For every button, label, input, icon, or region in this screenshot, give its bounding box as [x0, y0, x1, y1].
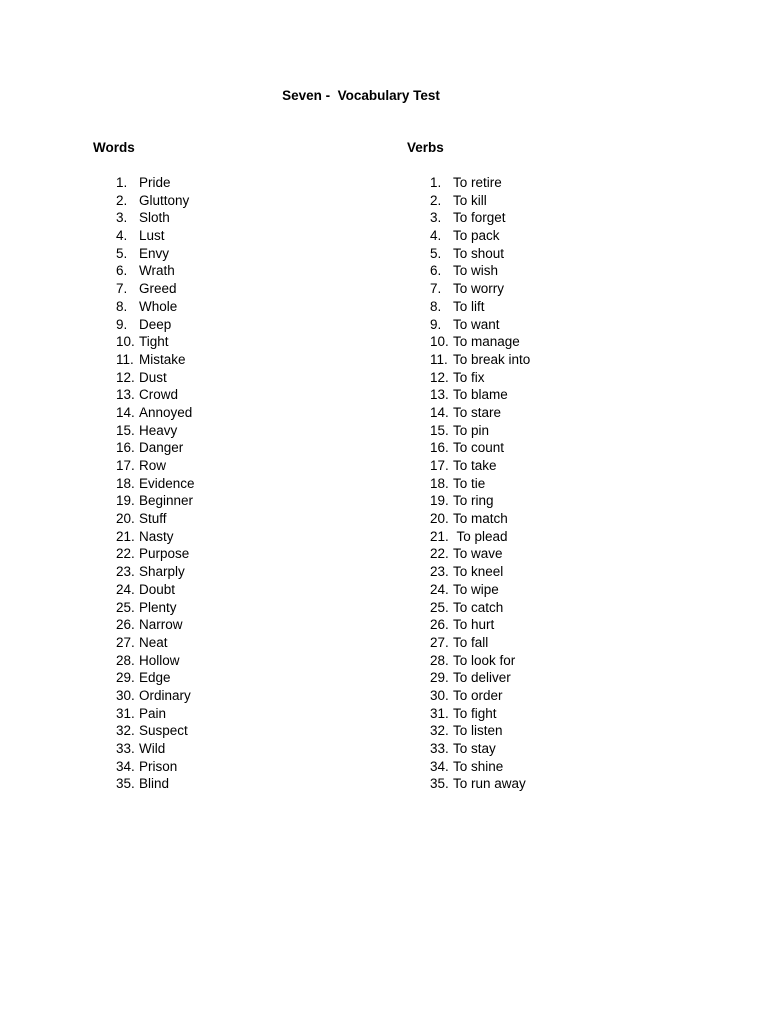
word-item-number: 10. [116, 334, 135, 350]
verb-item [430, 775, 530, 793]
word-item-text: Sharply [139, 564, 185, 580]
word-item [116, 316, 195, 334]
verb-item [430, 439, 530, 457]
word-item-number: 29. [116, 670, 135, 686]
word-item [116, 227, 195, 245]
verb-item-text: To listen [453, 723, 503, 739]
word-item-text: Evidence [139, 475, 195, 491]
word-item [116, 528, 195, 546]
word-item [116, 475, 195, 493]
verb-item [430, 192, 530, 210]
verb-item-text: To tie [453, 475, 486, 491]
word-item-text: Prison [139, 758, 178, 774]
verbs-heading: Verbs [407, 140, 444, 155]
word-item-number: 12. [116, 369, 135, 385]
word-item-text: Beginner [139, 493, 194, 509]
verb-item [430, 528, 530, 546]
verb-item-number: 8. [430, 298, 442, 314]
word-item [116, 174, 195, 192]
verb-item-text: To lift [453, 298, 485, 314]
word-item-number: 15. [116, 422, 135, 438]
word-item-number: 14. [116, 404, 135, 420]
word-item-number: 33. [116, 741, 135, 756]
word-item-text: Crowd [139, 387, 179, 403]
word-item-text: Envy [139, 245, 170, 261]
word-item [116, 616, 195, 634]
verb-item-text: To fall [453, 634, 489, 650]
verb-item-number: 9. [430, 316, 442, 332]
verb-item-number: 24. [430, 581, 449, 597]
word-item [116, 510, 195, 528]
word-item-text: Stuff [139, 511, 167, 527]
verb-item [430, 545, 530, 563]
verb-item [430, 333, 530, 351]
verb-item-text: To deliver [453, 670, 511, 686]
word-item-number: 7. [116, 281, 128, 297]
verb-item-text: To hurt [453, 617, 495, 633]
verb-item [430, 227, 530, 245]
word-item-number: 32. [116, 723, 135, 739]
word-item-number: 6. [116, 263, 128, 279]
word-item [116, 192, 195, 210]
word-item-number: 16. [116, 440, 135, 456]
verb-item [430, 174, 530, 192]
verb-item-number: 29. [430, 670, 449, 686]
word-item-text: Tight [139, 334, 169, 350]
word-item-text: Suspect [139, 723, 188, 739]
word-item-number: 22. [116, 546, 135, 562]
word-item [116, 369, 195, 387]
verb-item [430, 758, 530, 776]
word-item-number: 5. [116, 245, 128, 261]
verb-item-text: To blame [453, 387, 508, 403]
words-heading: Words [93, 140, 135, 155]
verb-item-text: To pin [453, 422, 490, 438]
verb-item-text: To order [453, 687, 503, 703]
verb-item-number: 3. [430, 210, 442, 226]
word-item [116, 298, 195, 316]
verb-item-number: 22. [430, 546, 449, 562]
verb-item-text: To worry [453, 281, 505, 297]
verb-item-number: 17. [430, 458, 449, 473]
verb-item-number: 20. [430, 511, 449, 527]
word-item [116, 563, 195, 581]
verb-item-text: To kill [453, 192, 487, 208]
verb-item-number: 31. [430, 705, 449, 721]
word-item-text: Narrow [139, 617, 183, 633]
word-item [116, 262, 195, 280]
word-item-number: 1. [116, 175, 128, 190]
verb-item [430, 404, 530, 422]
verbs-list [430, 174, 530, 793]
word-item-text: Wrath [139, 263, 175, 279]
word-item [116, 634, 195, 652]
verb-item-number: 25. [430, 599, 449, 615]
verb-item-text: To kneel [453, 564, 504, 580]
word-item-number: 25. [116, 599, 135, 615]
word-item-text: Gluttony [139, 192, 190, 208]
verb-item-number: 16. [430, 440, 449, 456]
word-item-number: 23. [116, 564, 135, 580]
word-item-number: 35. [116, 776, 135, 792]
word-item [116, 740, 195, 758]
word-item-text: Sloth [139, 210, 170, 226]
verb-item-number: 30. [430, 687, 449, 703]
word-item-text: Edge [139, 670, 171, 686]
word-item [116, 492, 195, 510]
word-item [116, 705, 195, 723]
word-item-number: 4. [116, 228, 128, 244]
word-item-number: 18. [116, 475, 135, 491]
verb-item [430, 351, 530, 369]
word-item-text: Deep [139, 316, 172, 332]
word-item-text: Whole [139, 298, 178, 314]
verb-item-text: To wipe [453, 581, 499, 597]
verb-item-number: 21. [430, 528, 449, 544]
word-item-number: 9. [116, 316, 128, 332]
verb-item-text: To break into [453, 351, 531, 367]
verb-item-number: 4. [430, 228, 442, 244]
verb-item-number: 13. [430, 387, 449, 403]
verb-item-number: 10. [430, 334, 449, 350]
word-item-text: Plenty [139, 599, 177, 615]
verb-item-text: To ring [453, 493, 494, 509]
verb-item [430, 687, 530, 705]
verb-item [430, 510, 530, 528]
word-item [116, 351, 195, 369]
word-item [116, 422, 195, 440]
word-item [116, 386, 195, 404]
word-item-number: 34. [116, 758, 135, 774]
verb-item [430, 581, 530, 599]
word-item-text: Dust [139, 369, 167, 385]
word-item-number: 27. [116, 634, 135, 650]
verb-item-number: 7. [430, 281, 442, 297]
verb-item [430, 280, 530, 298]
verb-item [430, 245, 530, 263]
word-item [116, 758, 195, 776]
word-item [116, 722, 195, 740]
word-item-number: 26. [116, 617, 135, 633]
verb-item-number: 6. [430, 263, 442, 279]
verb-item [430, 262, 530, 280]
word-item-number: 17. [116, 458, 135, 473]
word-item-text: Purpose [139, 546, 190, 562]
verb-item-number: 32. [430, 723, 449, 739]
verb-item-number: 18. [430, 475, 449, 491]
verb-item-text: To take [453, 458, 497, 473]
words-list [116, 174, 195, 793]
verb-item-number: 5. [430, 245, 442, 261]
verb-item [430, 298, 530, 316]
verb-item-text: To shout [453, 245, 505, 261]
word-item-number: 31. [116, 705, 135, 721]
verb-item [430, 740, 530, 758]
verb-item-text: To pack [453, 228, 500, 244]
word-item-text: Pain [139, 705, 167, 721]
verb-item [430, 386, 530, 404]
verb-item-text: To wave [453, 546, 503, 562]
word-item-text: Nasty [139, 528, 174, 544]
word-item-number: 30. [116, 687, 135, 703]
word-item [116, 439, 195, 457]
verb-item-text: To fight [453, 705, 497, 721]
verb-item-text: To wish [453, 263, 499, 279]
verb-item-text: To fix [453, 369, 485, 385]
verb-item-text: To run away [453, 776, 526, 792]
verb-item [430, 422, 530, 440]
word-item-text: Hollow [139, 652, 180, 668]
verb-item-text: To retire [453, 175, 502, 190]
verb-item [430, 563, 530, 581]
word-item-number: 28. [116, 652, 135, 668]
verb-item-text: To look for [453, 652, 516, 668]
word-item-text: Pride [139, 175, 171, 190]
word-item [116, 404, 195, 422]
word-item-text: Danger [139, 440, 184, 456]
verb-item-text: To forget [453, 210, 506, 226]
verb-item [430, 492, 530, 510]
verb-item [430, 209, 530, 227]
word-item [116, 652, 195, 670]
verb-item-number: 23. [430, 564, 449, 580]
word-item-text: Blind [139, 776, 170, 792]
verb-item-text: To manage [453, 334, 520, 350]
word-item-text: Wild [139, 741, 166, 756]
verb-item-text: To count [453, 440, 505, 456]
verb-item-text: To match [453, 511, 508, 527]
verb-item [430, 599, 530, 617]
word-item [116, 669, 195, 687]
word-item [116, 245, 195, 263]
word-item-number: 21. [116, 528, 135, 544]
word-item-text: Greed [139, 281, 177, 297]
word-item [116, 581, 195, 599]
word-item-number: 8. [116, 298, 128, 314]
word-item-text: Neat [139, 634, 168, 650]
verb-item-text: To catch [453, 599, 504, 615]
word-item [116, 687, 195, 705]
word-item-text: Doubt [139, 581, 176, 597]
word-item [116, 545, 195, 563]
verb-item [430, 652, 530, 670]
verb-item-number: 35. [430, 776, 449, 792]
word-item [116, 457, 195, 475]
word-item-text: Lust [139, 228, 165, 244]
verb-item-number: 33. [430, 741, 449, 756]
verb-item-number: 12. [430, 369, 449, 385]
verb-item-number: 28. [430, 652, 449, 668]
word-item-text: Row [139, 458, 167, 473]
word-item-number: 24. [116, 581, 135, 597]
verb-item [430, 475, 530, 493]
verb-item-number: 26. [430, 617, 449, 633]
word-item-text: Mistake [139, 351, 186, 367]
verb-item [430, 705, 530, 723]
verb-item [430, 634, 530, 652]
word-item [116, 333, 195, 351]
verb-item-number: 1. [430, 175, 442, 190]
verb-item-text: To want [453, 316, 500, 332]
verb-item-number: 34. [430, 758, 449, 774]
word-item-number: 2. [116, 192, 128, 208]
verb-item-text: To plead [453, 528, 508, 544]
word-item-number: 3. [116, 210, 128, 226]
word-item-number: 11. [116, 351, 134, 367]
verb-item [430, 316, 530, 334]
word-item-text: Heavy [139, 422, 178, 438]
verb-item [430, 669, 530, 687]
word-item [116, 280, 195, 298]
page-title: Seven - Vocabulary Test [282, 88, 440, 103]
verb-item-text: To stare [453, 404, 502, 420]
verb-item-number: 27. [430, 634, 449, 650]
word-item-number: 20. [116, 511, 135, 527]
verb-item-number: 15. [430, 422, 449, 438]
verb-item-number: 2. [430, 192, 442, 208]
verb-item [430, 722, 530, 740]
word-item-number: 13. [116, 387, 135, 403]
verb-item-number: 19. [430, 493, 449, 509]
verb-item-number: 14. [430, 404, 449, 420]
verb-item-text: To shine [453, 758, 504, 774]
word-item-number: 19. [116, 493, 135, 509]
verb-item [430, 616, 530, 634]
verb-item-text: To stay [453, 741, 496, 756]
verb-item [430, 457, 530, 475]
word-item [116, 209, 195, 227]
word-item-text: Ordinary [139, 687, 191, 703]
word-item [116, 775, 195, 793]
verb-item [430, 369, 530, 387]
word-item [116, 599, 195, 617]
word-item-text: Annoyed [139, 404, 193, 420]
verb-item-number: 11. [430, 351, 448, 367]
